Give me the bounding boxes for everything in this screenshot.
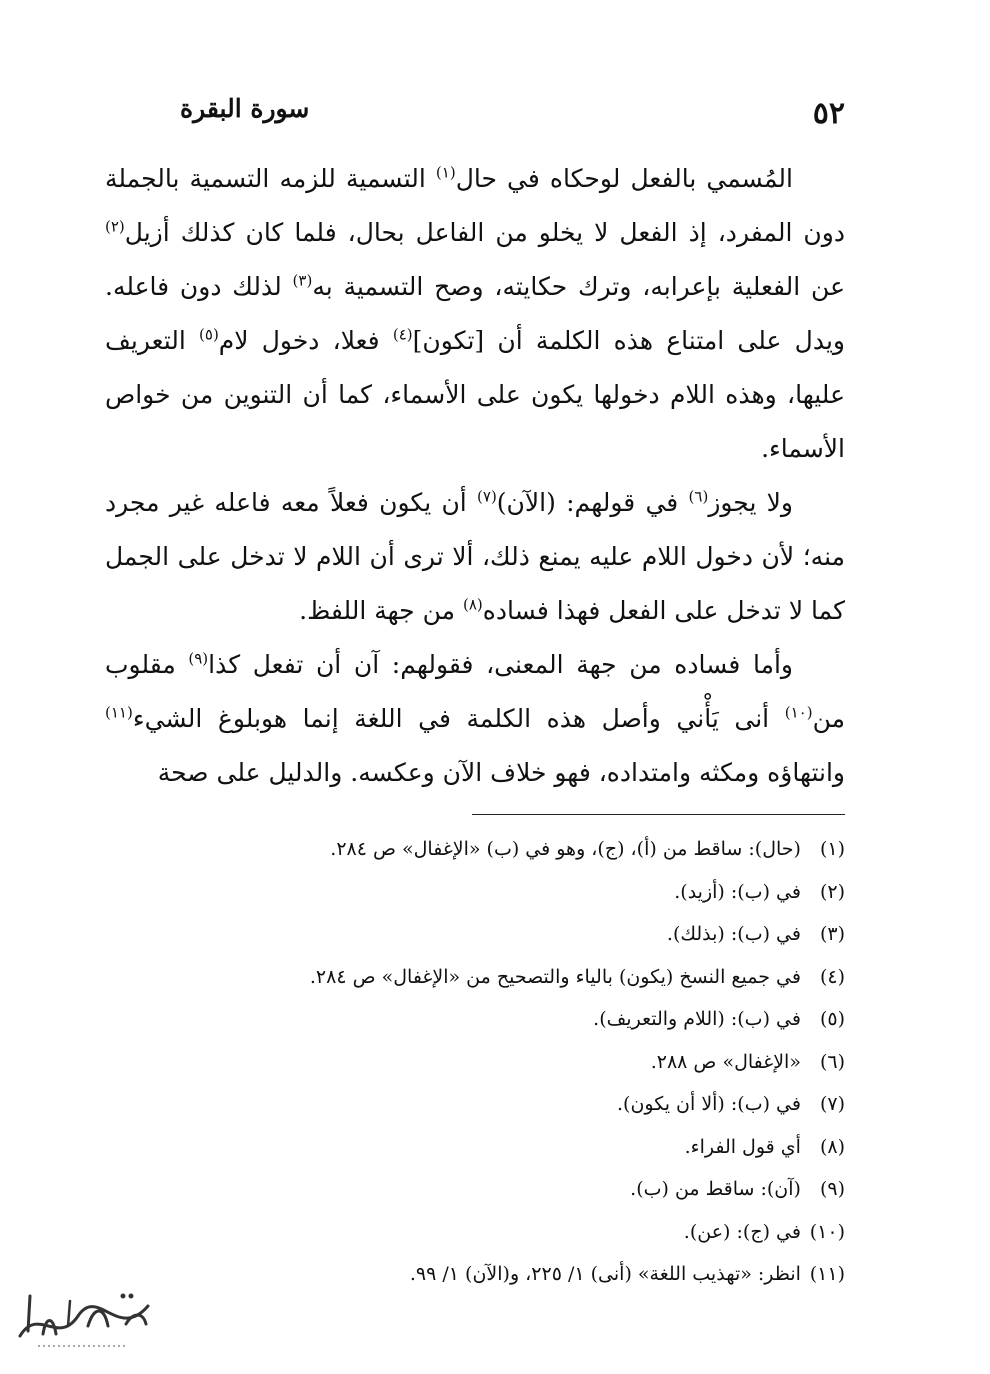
footnote-item	[105, 1041, 845, 1084]
main-text	[105, 152, 845, 800]
body-text-segment: ولا يجوز	[708, 488, 793, 517]
body-text-segment: لذلك دون فاعله. ويدل على امتناع هذه الكلمة أن [تكون]	[105, 272, 845, 355]
footnote-item	[105, 998, 845, 1041]
footnote-number: (٧)	[819, 1093, 845, 1115]
body-text-segment: أنى يَأْني وأصل هذه الكلمة في اللغة إنما هوبلوغ الشيء	[132, 704, 785, 733]
body-text-segment: من جهة اللفظ.	[299, 596, 463, 625]
footnote-number: (٣)	[819, 923, 845, 945]
body-text-segment: وانتهاؤه ومكثه وامتداده، فهو خلاف الآن وعكسه. والدليل على صحة	[157, 758, 845, 787]
body-text-segment: في قولهم: (الآن)	[496, 488, 689, 517]
footnote-item	[105, 1211, 845, 1254]
body-paragraph	[105, 638, 845, 800]
page-header	[105, 88, 845, 138]
footnote-item	[105, 1083, 845, 1126]
footnote-text: في (ب): (بذلك).	[666, 923, 801, 945]
footnote-reference[interactable]: (٧)	[477, 487, 497, 506]
footnote-text: في (ج): (عن).	[683, 1220, 801, 1243]
footnote-number: (٨)	[819, 1135, 845, 1158]
footnote-text: في (ب): (اللام والتعريف).	[593, 1008, 801, 1030]
footnote-item	[105, 1253, 845, 1296]
footnote-reference[interactable]: (٣)	[292, 271, 313, 290]
footnotes	[105, 828, 845, 1296]
body-text-segment: وأما فساده من جهة المعنى، فقولهم: آن أن تفعل كذا	[208, 650, 793, 679]
footnote-text: «الإغفال» ص ٢٨٨.	[650, 1050, 801, 1073]
footnote-number: (٥)	[819, 1008, 845, 1030]
footnote-text: (حال): ساقط من (أ)، (ج)، وهو في (ب) «الإغفال» ص ٢٨٤.	[330, 838, 801, 860]
body-paragraph	[105, 476, 845, 638]
footnote-number: (١١)	[809, 1263, 845, 1285]
footnote-number: (٦)	[819, 1050, 845, 1073]
body-paragraph	[105, 152, 845, 476]
body-text-segment: فعلا، دخول لام	[218, 326, 393, 355]
body-text-segment: أن يكون فعلاً معه فاعله غير مجرد منه؛ لأن دخول اللام عليه يمنع ذلك، ألا ترى أن اللام لا تدخل على الجمل كما لا تدخل على الفعل فهذا فساده	[105, 488, 845, 625]
footnote-reference[interactable]: (٤)	[392, 325, 413, 344]
footnote-item	[105, 871, 845, 914]
footnote-number: (١٠)	[809, 1220, 845, 1243]
footnote-text: في (ب): (ألا أن يكون).	[617, 1093, 801, 1115]
footnote-reference[interactable]: (١١)	[105, 703, 133, 722]
page-number: ٥٢	[812, 96, 845, 131]
footnote-reference[interactable]: (٨)	[462, 595, 483, 614]
footnote-reference[interactable]: (١٠)	[784, 703, 813, 722]
footnote-number: (٩)	[819, 1178, 845, 1200]
footnote-number: (٤)	[819, 965, 845, 988]
body-text-segment: عن الفعلية بإعرابه، وترك حكايته، وصح التسمية به	[312, 272, 845, 301]
body-text-segment: التعريف عليها، وهذه اللام دخولها يكون على الأسماء، كما أن التنوين من خواص الأسماء.	[105, 326, 845, 463]
footnote-reference[interactable]: (٦)	[688, 487, 709, 506]
footnote-text: في (ب): (أزيد).	[674, 880, 801, 903]
footnote-item	[105, 828, 845, 871]
footnote-reference[interactable]: (١)	[435, 163, 456, 182]
footnote-item	[105, 956, 845, 999]
footnote-divider	[472, 814, 845, 815]
footnote-number: (٢)	[819, 880, 845, 903]
footnote-text: أي قول الفراء.	[684, 1135, 801, 1158]
footnote-text: (آن): ساقط من (ب).	[630, 1178, 801, 1200]
footnote-item	[105, 1168, 845, 1211]
body-text-segment: مقلوب من	[105, 650, 845, 733]
footnote-number: (١)	[819, 838, 845, 860]
body-text-segment: التسمية للزمه التسمية بالجملة دون المفرد، إذ الفعل لا يخلو من الفاعل بحال، فلما كان كذلك أزيل	[105, 164, 845, 247]
footnote-item	[105, 1126, 845, 1169]
footnote-text: في جميع النسخ (يكون) بالياء والتصحيح من «الإغفال» ص ٢٨٤.	[309, 965, 801, 988]
body-text-segment: المُسمي بالفعل لوحكاه في حال	[455, 164, 793, 193]
footnote-item	[105, 913, 845, 956]
footnote-text: انظر: «تهذيب اللغة» (أنى) ١/ ٢٢٥، و(الآن) ١/ ٩٩.	[409, 1263, 801, 1285]
running-title: سورة البقرة	[180, 94, 310, 123]
footnote-reference[interactable]: (٢)	[105, 217, 125, 236]
library-logo-icon	[8, 1276, 158, 1354]
footnote-reference[interactable]: (٥)	[199, 325, 219, 344]
footnote-reference[interactable]: (٩)	[188, 649, 209, 668]
